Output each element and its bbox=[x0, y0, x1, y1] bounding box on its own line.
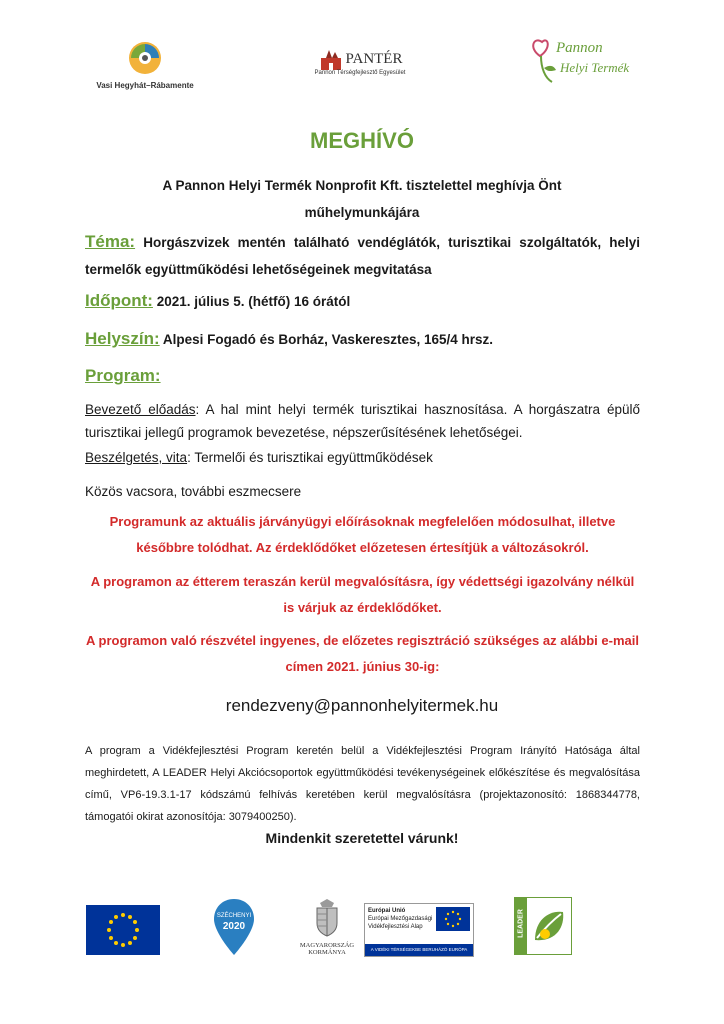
kormany-line2: KORMÁNYA bbox=[308, 949, 346, 956]
funding-fine-print: A program a Vidékfejlesztési Program keretén belül a Vidékfejlesztési Program Irányító Hatósága által meghirdetett, A LEADER Helyi Akciócsoportok együttműködési tevékenységeinek előkészítése és megvalósítása című, VP6-19.3.1-17 kódszámú felhívás keretében kerül megvalósításra (projektazonosító: 1868344778, támogatói okirat azonosítója: 3079400250). bbox=[85, 745, 640, 823]
eu-fund-band: A VIDÉKI TÉRSÉGEKBE BERUHÁZÓ EURÓPA bbox=[365, 944, 473, 956]
szechenyi-2020-logo bbox=[212, 897, 256, 962]
helyszin-label: Helyszín: bbox=[85, 329, 160, 348]
eu-flag-logo bbox=[86, 905, 160, 955]
szechenyi-line1: SZÉCHENYI bbox=[216, 913, 252, 919]
idopont-text: 2021. július 5. (hétfő) 16 órától bbox=[156, 294, 351, 309]
contact-email[interactable]: rendezveny@pannonhelyitermek.hu bbox=[225, 696, 499, 715]
notice-3: A programon való részvétel ingyenes, de előzetes regisztráció szükséges az alábbi e-mail címen 2021. június 30-ig: bbox=[86, 633, 639, 674]
program-item-2 bbox=[85, 446, 640, 469]
program-item-2-title: Beszélgetés, vita bbox=[85, 450, 188, 465]
tema-row bbox=[85, 228, 640, 283]
program-item-2-text: : Termelői és turisztikai együttműködések bbox=[187, 450, 433, 465]
program-item-3: Közös vacsora, további eszmecsere bbox=[85, 484, 302, 499]
program-heading bbox=[85, 362, 640, 390]
panter-logo-sub: Pannon Térségfejlesztő Egyesület bbox=[314, 70, 406, 76]
magyarorszag-kormanya-logo bbox=[294, 899, 360, 956]
program-label: Program: bbox=[85, 366, 161, 385]
header-logos bbox=[0, 40, 724, 100]
eu-fund-logo bbox=[364, 903, 474, 957]
program-item-1-title: Bevezető előadás bbox=[85, 402, 196, 417]
leader-text: LEADER bbox=[517, 909, 525, 938]
panter-logo-text: PANTÉR bbox=[345, 50, 403, 67]
eu-fund-text bbox=[368, 907, 432, 931]
intro-text: A Pannon Helyi Termék Nonprofit Kft. tisztelettel meghívja Önt műhelymunkájára bbox=[162, 178, 562, 220]
kormany-line1: MAGYARORSZÁG bbox=[299, 942, 355, 949]
eu-fund-flag-icon bbox=[436, 907, 470, 931]
eu-fund-line2: Európai Mezőgazdasági bbox=[368, 916, 433, 922]
eu-fund-line3: Vidékfejlesztési Alap bbox=[368, 924, 423, 930]
hungarian-coat-of-arms-icon bbox=[312, 899, 342, 937]
helyszin-row bbox=[85, 325, 640, 353]
leader-leaf-icon bbox=[531, 906, 567, 946]
panter-logo bbox=[310, 48, 410, 76]
szechenyi-line2: 2020 bbox=[222, 921, 246, 932]
program-item-1 bbox=[85, 398, 640, 444]
vasi-hegyhat-logo bbox=[95, 40, 195, 90]
footer-logos bbox=[0, 895, 724, 965]
helyszin-text: Alpesi Fogadó és Borház, Vaskeresztes, 165/4 hrsz. bbox=[162, 332, 494, 347]
idopont-label: Időpont: bbox=[85, 291, 153, 310]
vasi-swirl-icon bbox=[127, 40, 163, 76]
pannon-logo-line2: Helyi Termék bbox=[560, 60, 630, 75]
notice-1: Programunk az aktuális járványügyi előírásoknak megfelelően módosulhat, illetve későbbre tolódhat. Az érdeklődőket előzetesen értesítjük a változásokról. bbox=[109, 514, 616, 555]
leader-logo bbox=[514, 897, 572, 955]
page-title: MEGHÍVÓ bbox=[310, 128, 414, 153]
tema-text: Horgászvizek mentén található vendéglátók, turisztikai szolgáltatók, helyi termelők együttműködési lehetőségeinek megvitatása bbox=[85, 235, 640, 277]
idopont-row bbox=[85, 287, 640, 315]
tema-label: Téma: bbox=[85, 232, 136, 251]
szechenyi-pin-icon bbox=[212, 897, 256, 957]
pannon-helyi-termek-logo bbox=[530, 34, 640, 91]
closing-text: Mindenkit szeretettel várunk! bbox=[265, 830, 459, 846]
pannon-logo-line1: Pannon bbox=[556, 40, 603, 56]
vasi-logo-text: Vasi Hegyhát–Rábamente bbox=[96, 81, 194, 90]
eu-stars-icon bbox=[86, 905, 160, 955]
program-item-1-text: : A hal mint helyi termék turisztikai hasznosítása. A horgászatra épülő turisztikai jellegű programok bevezetése, népszerűsítésének lehetőségei. bbox=[85, 402, 641, 440]
notice-2: A programon az étterem teraszán kerül megvalósításra, így védettségi igazolvány nélkül is várjuk az érdeklődőket. bbox=[90, 574, 635, 615]
church-icon bbox=[318, 48, 344, 70]
pannon-heart-leaf-icon bbox=[530, 34, 640, 86]
eu-fund-line1: Európai Unió bbox=[368, 908, 406, 914]
